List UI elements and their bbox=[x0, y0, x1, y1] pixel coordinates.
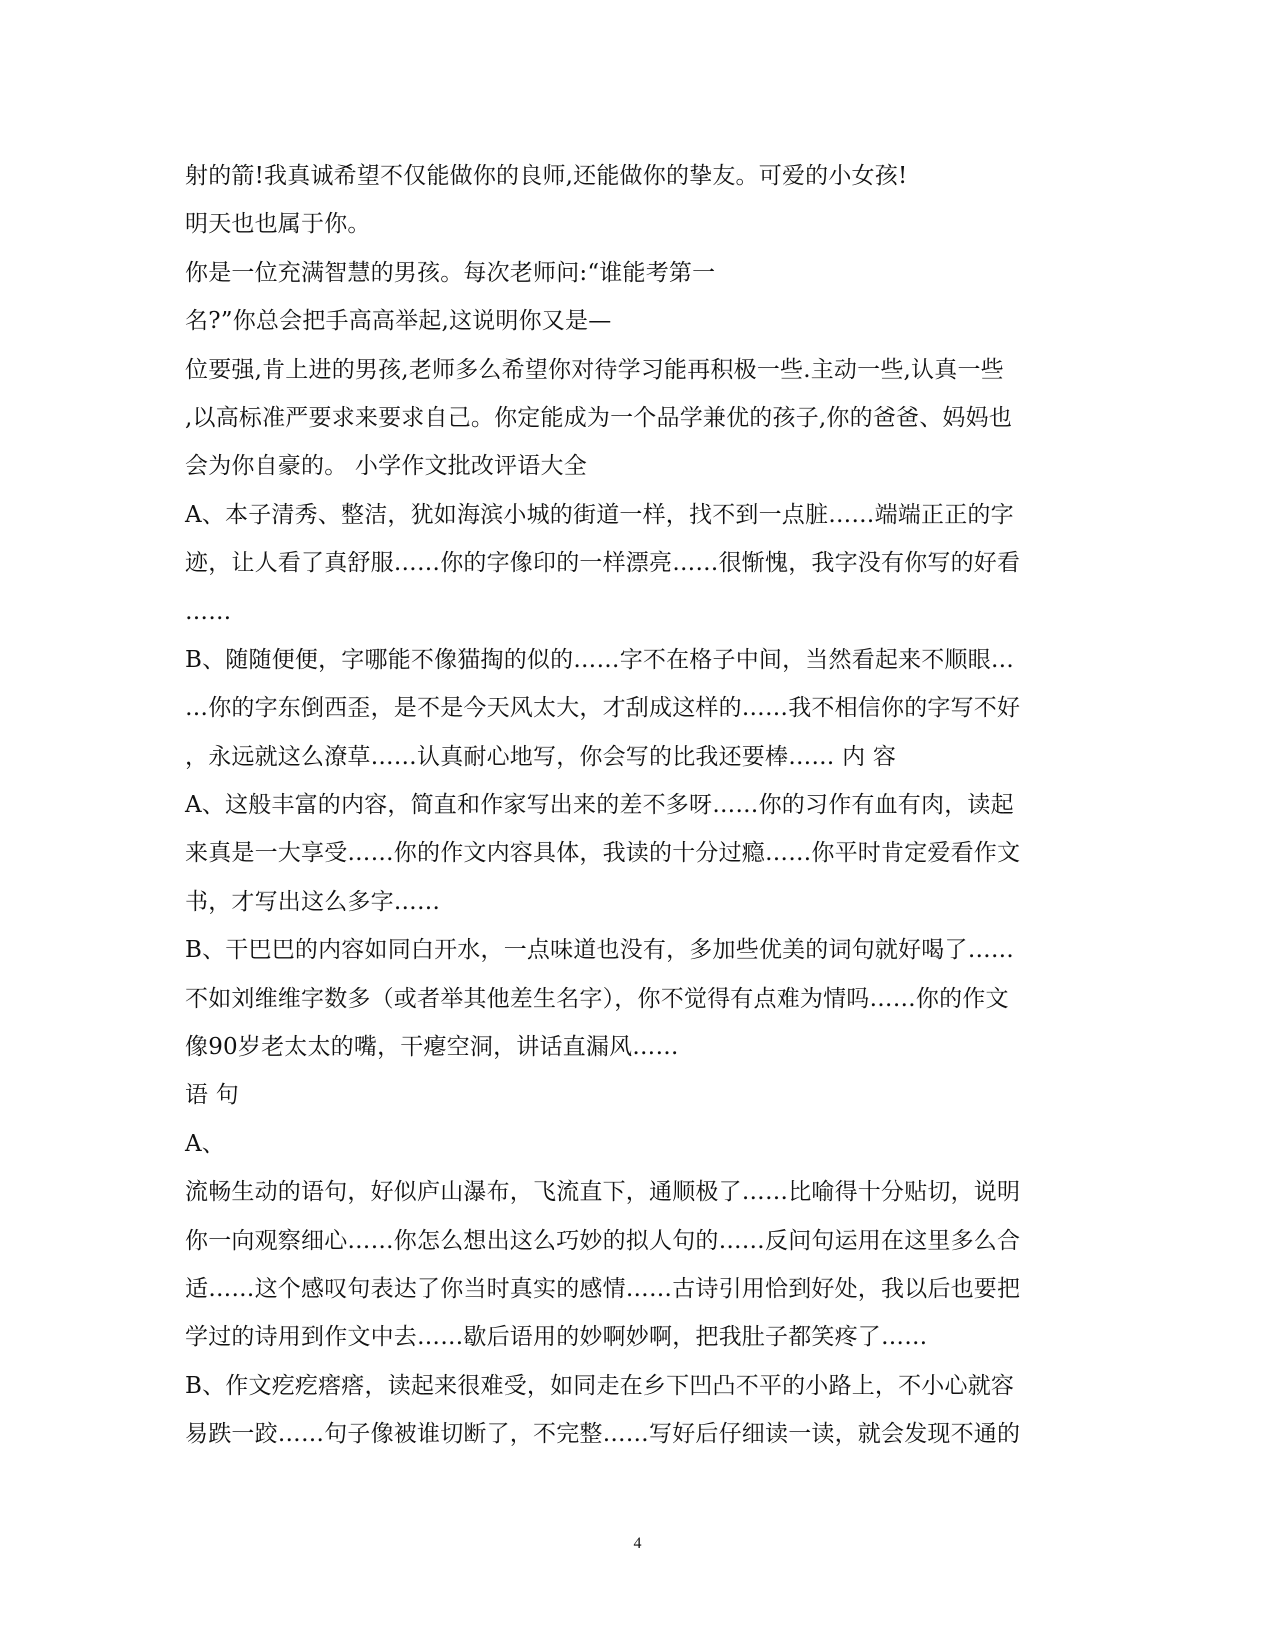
text-line: 书，才写出这么多字…… bbox=[185, 888, 441, 915]
text-line: 你一向观察细心……你怎么想出这么巧妙的拟人句的……反问句运用在这里多么合 bbox=[185, 1227, 1021, 1254]
text-line: ，永远就这么潦草……认真耐心地写，你会写的比我还要棒…… 内 容 bbox=[185, 743, 897, 770]
text-line: 你是一位充满智慧的男孩。每次老师问:“谁能考第一 bbox=[185, 259, 716, 286]
text-line: …你的字东倒西歪，是不是今天风太大，才刮成这样的……我不相信你的字写不好 bbox=[185, 695, 1021, 722]
text-line: 来真是一大享受……你的作文内容具体，我读的十分过瘾……你平时肯定爱看作文 bbox=[185, 840, 1021, 867]
text-line: 流畅生动的语句，好似庐山瀑布，飞流直下，通顺极了……比喻得十分贴切，说明 bbox=[185, 1179, 1021, 1206]
text-line: A、 bbox=[185, 1130, 226, 1157]
text-line: 会为你自豪的。 小学作文批改评语大全 bbox=[185, 453, 587, 480]
text-line: 学过的诗用到作文中去……歇后语用的妙啊妙啊，把我肚子都笑疼了…… bbox=[185, 1324, 928, 1351]
text-line: 射的箭!我真诚希望不仅能做你的良师,还能做你的挚友。可爱的小女孩! bbox=[185, 163, 908, 189]
text-line: 像90岁老太太的嘴，干瘪空洞，讲话直漏风…… bbox=[185, 1034, 679, 1061]
text-line: A、这般丰富的内容，简直和作家写出来的差不多呀……你的习作有血有肉，读起 bbox=[185, 792, 1014, 819]
text-line: B、作文疙疙瘩瘩，读起来很难受，如同走在乡下凹凸不平的小路上，不小心就容 bbox=[185, 1372, 1015, 1399]
text-line: …… bbox=[185, 598, 232, 625]
text-line: 迹，让人看了真舒服……你的字像印的一样漂亮……很惭愧，我字没有你写的好看 bbox=[185, 550, 1021, 577]
body-text bbox=[185, 152, 1085, 1459]
text-line: 名?”你总会把手高高举起,这说明你又是— bbox=[185, 308, 612, 335]
text-line: ,以高标准严要求来要求自己。你定能成为一个品学兼优的孩子,你的爸爸、妈妈也 bbox=[185, 404, 1013, 431]
text-line: 不如刘维维字数多（或者举其他差生名字），你不觉得有点难为情吗……你的作文 bbox=[185, 985, 1009, 1012]
text-line: B、随随便便，字哪能不像猫掏的似的……字不在格子中间，当然看起来不顺眼… bbox=[185, 646, 1015, 673]
text-line: 明天也也属于你。 bbox=[185, 211, 371, 238]
section-heading: 语 句 bbox=[185, 1082, 239, 1109]
text-line: 适……这个感叹句表达了你当时真实的感情……古诗引用恰到好处，我以后也要把 bbox=[185, 1275, 1021, 1302]
text-line: A、本子清秀、整洁，犹如海滨小城的街道一样，找不到一点脏……端端正正的字 bbox=[185, 501, 1014, 528]
text-line: 位要强,肯上进的男孩,老师多么希望你对待学习能再积极一些.主动一些,认真一些 bbox=[185, 356, 1004, 383]
page-number: 4 bbox=[633, 1535, 642, 1552]
text-line: 易跌一跤……句子像被谁切断了，不完整……写好后仔细读一读，就会发现不通的 bbox=[185, 1421, 1021, 1448]
text-line: B、干巴巴的内容如同白开水，一点味道也没有，多加些优美的词句就好喝了…… bbox=[185, 937, 1015, 964]
